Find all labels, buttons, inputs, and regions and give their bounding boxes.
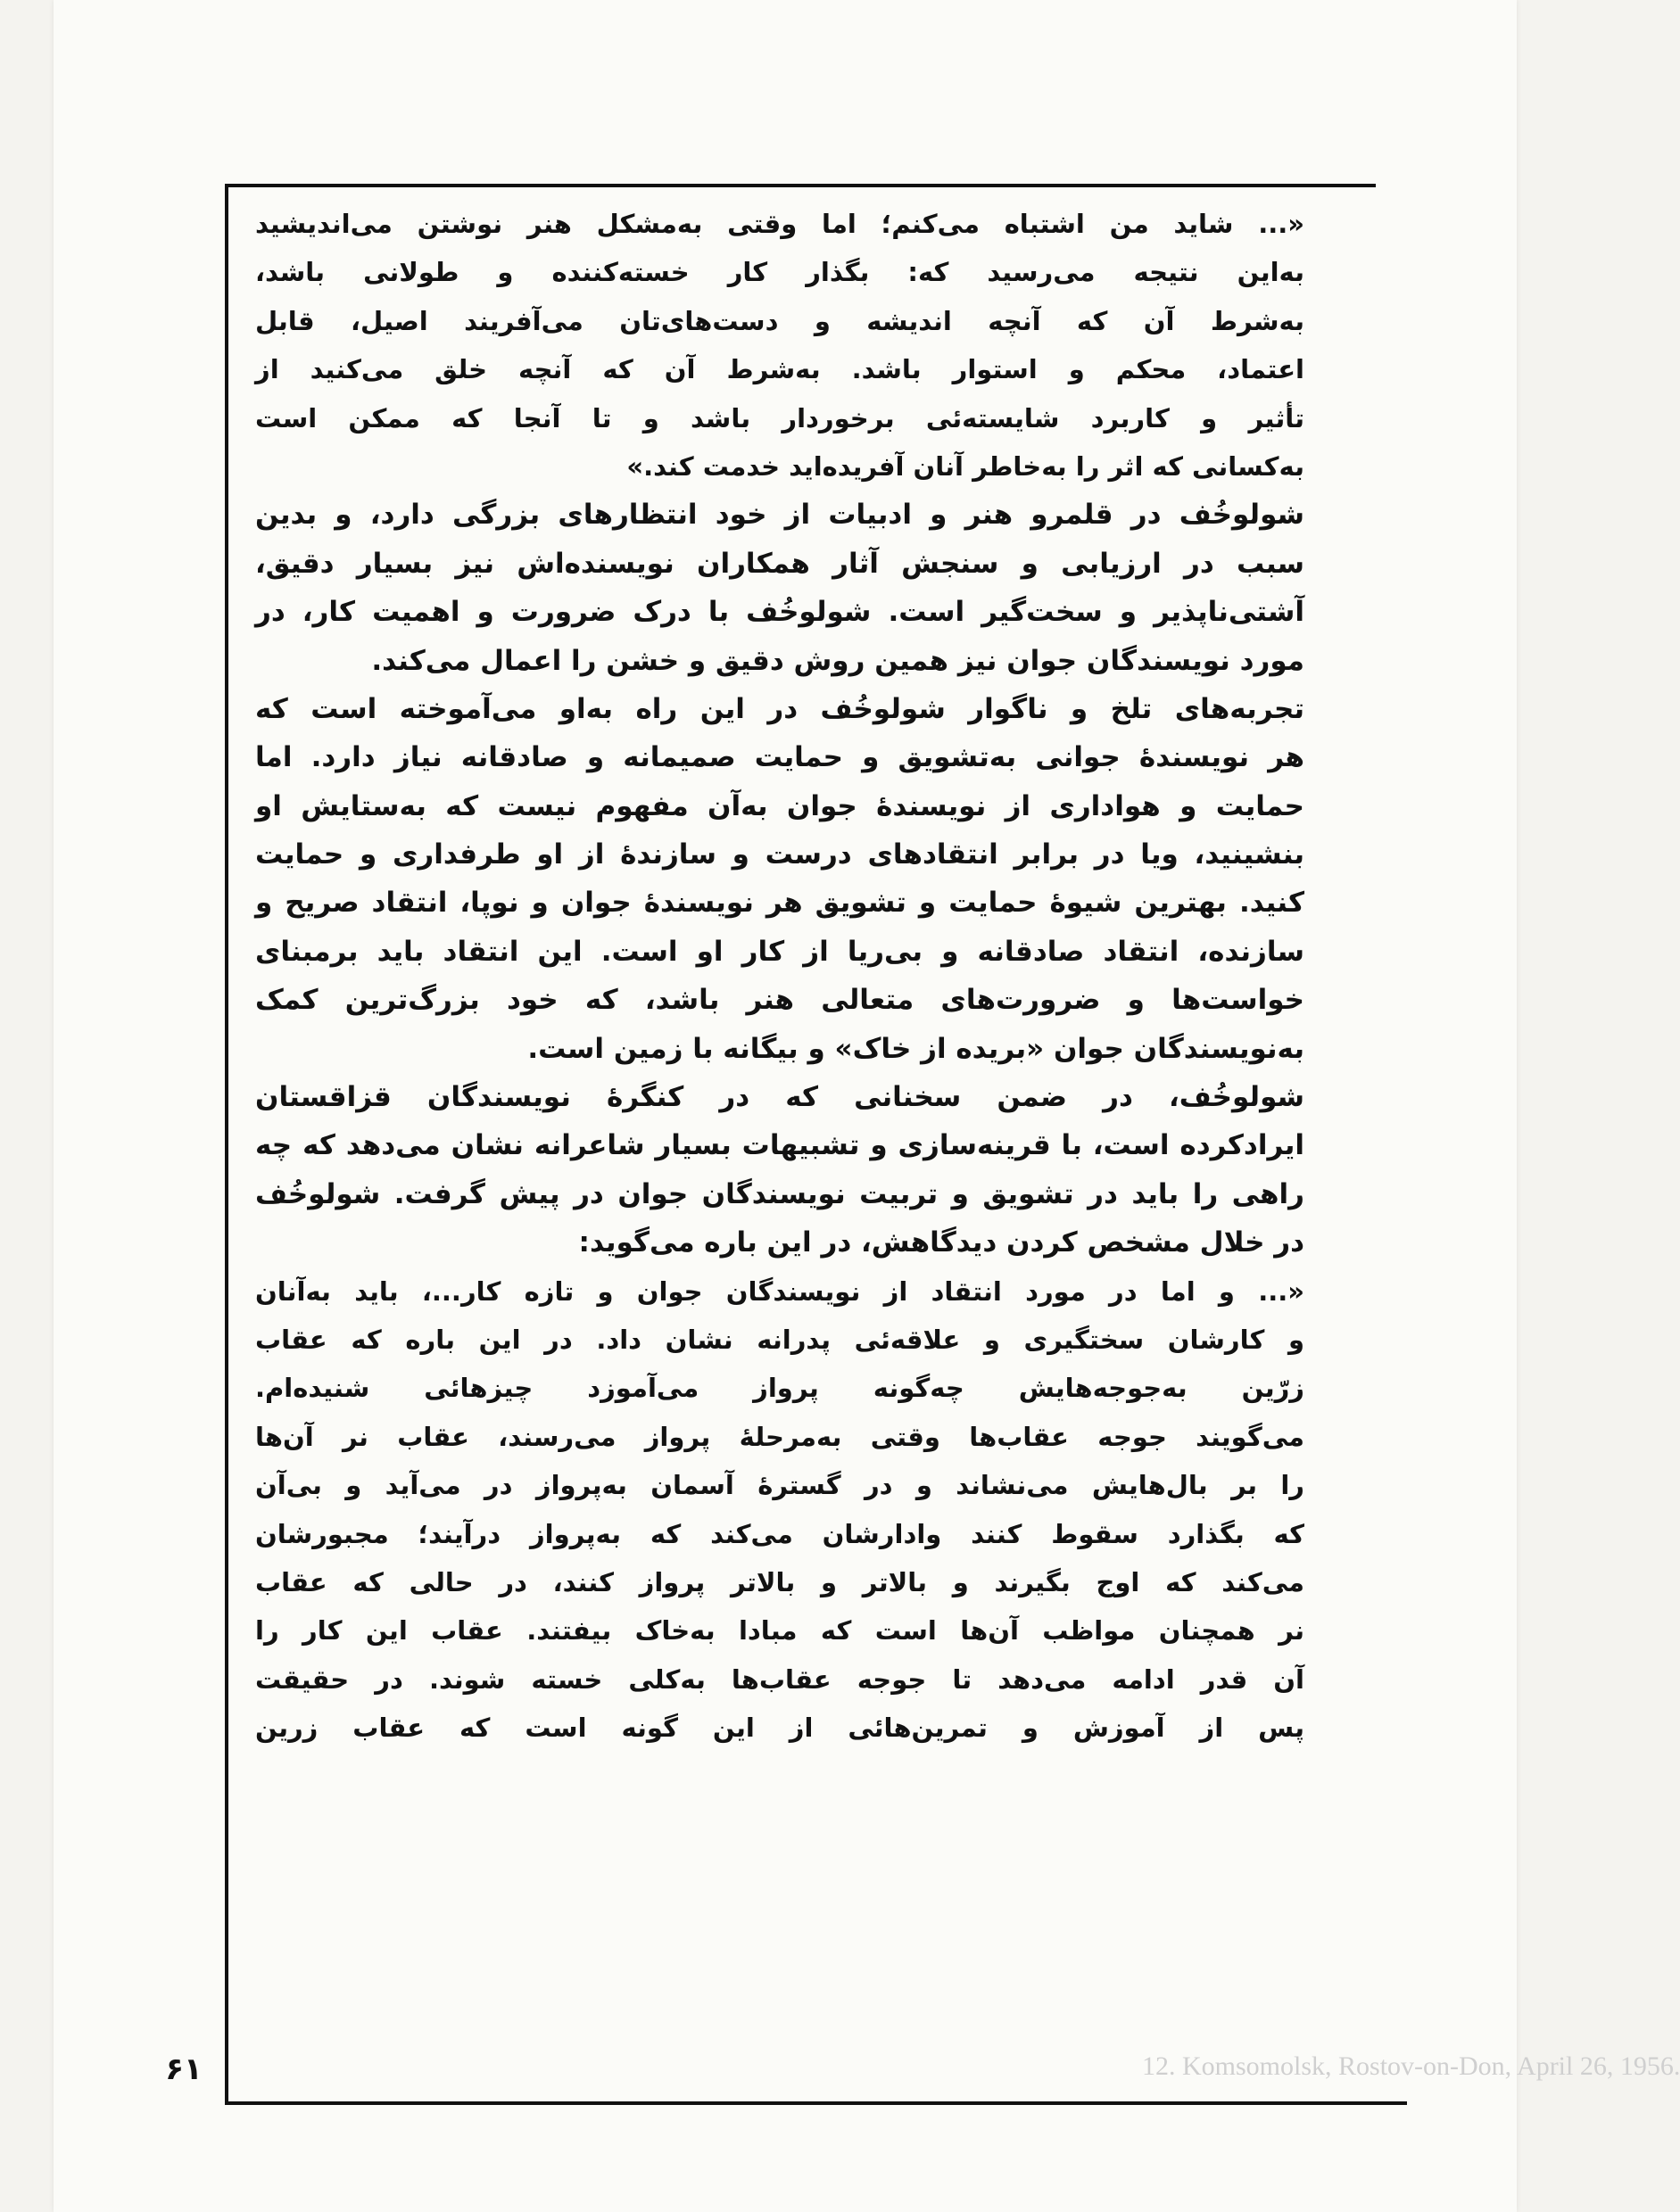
text-line: هر نویسندهٔ جوانی به‌تشویق و حمایت صمیمانه و صادقانه نیاز دارد. اما — [255, 741, 1304, 774]
text-line: می‌گویند جوجه عقاب‌ها وقتی به‌مرحلهٔ پرواز می‌رسند، عقاب نر آن‌ها — [255, 1421, 1304, 1452]
bleed-through-text: 12. Komsomolsk, Rostov-on-Don, April 26, 1956. — [1142, 2051, 1680, 2081]
top-border-rule — [225, 184, 1376, 187]
text-line: نر همچنان مواظب آن‌ها است که مبادا به‌خاک بیفتند. عقاب این کار را — [255, 1615, 1304, 1647]
text-line: «... شاید من اشتباه می‌کنم؛ اما وقتی به‌مشکل هنر نوشتن می‌اندیشید — [255, 209, 1304, 239]
text-line: بنشینید، ویا در برابر انتقادهای درست و سازندهٔ از او طرفداری و حمایت — [255, 838, 1304, 871]
text-line: راهی را باید در تشویق و تربیت نویسندگان جوان در پیش گرفت. شولوخُف — [255, 1177, 1304, 1210]
text-line: ایرادکرده است، با قرینه‌سازی و تشبیهات بسیار شاعرانه نشان می‌دهد که چه — [255, 1129, 1304, 1162]
text-line: تجربه‌های تلخ و ناگوار شولوخُف در این راه به‌او می‌آموخته است که — [255, 692, 1304, 725]
text-line: به‌شرط آن که آنچه اندیشه و دست‌های‌تان می‌آفریند اصیل، قابل — [255, 305, 1304, 336]
text-line: پس از آموزش و تمرین‌هائی از این گونه است که عقاب زرین — [255, 1713, 1304, 1744]
text-line: سبب در ارزیابی و سنجش آثار همکاران نویسنده‌اش نیز بسیار دقیق، — [255, 547, 1304, 580]
bottom-border-rule — [225, 2101, 1407, 2105]
text-line: زرّین به‌جوجه‌هایش چه‌گونه پرواز می‌آموزد چیزهائی شنیده‌ام. — [255, 1373, 1304, 1404]
text-line: سازنده، انتقاد صادقانه و بی‌ریا از کار او است. این انتقاد باید برمبنای — [255, 935, 1304, 968]
text-line: آشتی‌ناپذیر و سخت‌گیر است. شولوخُف با درک ضرورت و اهمیت کار، در — [255, 596, 1304, 629]
text-line: شولوخُف در قلمرو هنر و ادبیات از خود انتظارهای بزرگی دارد، و بدین — [255, 499, 1304, 532]
page-number: ۶۱ — [165, 2051, 203, 2087]
text-line: می‌کند که اوج بگیرند و بالاتر و بالاتر پرواز کنند، در حالی که عقاب — [255, 1566, 1304, 1597]
text-line: حمایت و هواداری از نویسندهٔ جوان به‌آن مفهوم نیست که به‌ستایش او — [255, 789, 1304, 822]
text-line: اعتماد، محکم و استوار باشد. به‌شرط آن که آنچه خلق می‌کنید از — [255, 354, 1304, 385]
text-line: شولوخُف، در ضمن سخنانی که در کنگرهٔ نویسندگان قزاقستان — [255, 1081, 1304, 1114]
text-line: آن قدر ادامه می‌دهد تا جوجه عقاب‌ها به‌کلی خسته شوند. در حقیقت — [255, 1663, 1304, 1695]
text-line: را بر بال‌هایش می‌نشاند و در گسترهٔ آسمان به‌پرواز در می‌آید و بی‌آن — [255, 1470, 1304, 1501]
text-line: تأثیر و کاربرد شایسته‌ئی برخوردار باشد و تا آنجا که ممکن است — [255, 402, 1304, 433]
text-line: به‌کسانی که اثر را به‌خاطر آنان آفریده‌اید خدمت کند.» — [626, 450, 1304, 482]
text-line: به‌این نتیجه می‌رسید که: بگذار کار خسته‌کننده و طولانی باشد، — [255, 257, 1304, 288]
text-line: کنید. بهترین شیوهٔ حمایت و تشویق هر نویسندهٔ جوان و نوپا، انتقاد صریح و — [255, 887, 1304, 920]
text-line: در خلال مشخص کردن دیدگاهش، در این باره می‌گوید: — [578, 1226, 1304, 1259]
text-line: خواست‌ها و ضرورت‌های متعالی هنر باشد، که خود بزرگ‌ترین کمک — [255, 984, 1304, 1017]
text-line: «... و اما در مورد انتقاد از نویسندگان جوان و تازه کار...، باید به‌آنان — [255, 1275, 1304, 1307]
left-border-rule — [225, 184, 228, 2105]
body-text — [255, 200, 1304, 1753]
text-line: به‌نویسندگان جوان «بریده از خاک» و بیگانه با زمین است. — [527, 1032, 1304, 1065]
text-line: و کارشان سختگیری و علاقه‌ئی پدرانه نشان داد. در این باره که عقاب — [255, 1324, 1304, 1355]
text-line: که بگذارد سقوط کنند وادارشان می‌کند که به‌پرواز درآیند؛ مجبورشان — [255, 1518, 1304, 1549]
text-line: مورد نویسندگان جوان نیز همین روش دقیق و خشن را اعمال می‌کند. — [371, 644, 1304, 677]
